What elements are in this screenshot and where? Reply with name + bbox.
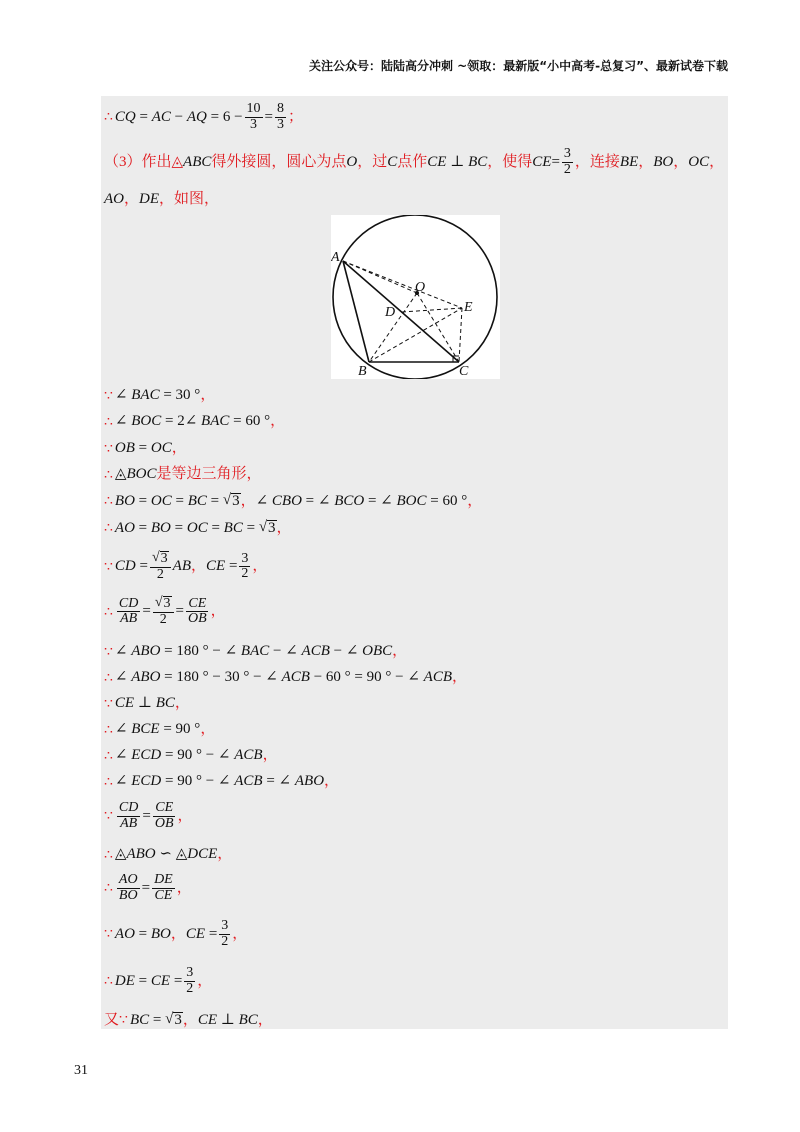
solution-line-13: ∴ ∠ ABO = 180 ° − 30 ° − ∠ ACB − 60 ° = 90 ° − ∠ ACB ，: [104, 669, 468, 686]
solution-line-4: ∵ ∠ BAC = 30 ° ，: [104, 387, 216, 404]
solution-line-22: ∴ DE = CE = $\frac{3}{2}$ ，: [104, 965, 213, 996]
solution-line-7: ∴ ◬ BOC 是等边三角形，: [104, 466, 262, 483]
solution-line-18: ∵ $\frac{CD}{AB}$ = $\frac{CE}{OB}$ ，: [104, 800, 193, 831]
solution-line-20: ∴ $\frac{AO}{BO}$ = $\frac{DE}{CE}$ ，: [104, 872, 192, 903]
label-b: B: [358, 364, 367, 379]
label-o: O: [415, 280, 426, 295]
label-d: D: [385, 305, 396, 320]
solution-line-14: ∵ CE ⊥ BC ，: [104, 695, 190, 712]
solution-line-2: （3）作出◬ ABC 得外接圆，圆心为点 O ，过 C 点作 CE ⊥ BC ，使得 CE = $\frac{3}{2}$ ，连接 BE ， BO ， OC ，: [104, 146, 725, 177]
page-number: 31: [74, 1063, 88, 1078]
solution-line-15: ∴ ∠ BCE = 90 ° ，: [104, 721, 216, 738]
solution-line-12: ∵ ∠ ABO = 180 ° − ∠ BAC − ∠ ACB − ∠ OBC ，: [104, 643, 408, 660]
solution-line-1: ∴ CQ = AC − AQ = 6 − $\frac{10}{3}$ = $\frac{8}{3}$ ；: [104, 101, 304, 132]
circumcircle-diagram: [331, 215, 500, 379]
page-header: 关注公众号：陆陆高分冲刺 ~领取：最新版“小中高考-总复习”、最新试卷下载: [309, 59, 728, 73]
geometry-figure: [331, 215, 500, 379]
solution-line-21: ∵ AO = BO ， CE = $\frac{3}{2}$ ，: [104, 918, 248, 949]
solution-line-23: 又 ∵ BC = √ 3 ， CE ⊥ BC ，: [104, 1011, 273, 1028]
solution-line-5: ∴ ∠ BOC = 2∠ BAC = 60 ° ，: [104, 413, 286, 430]
solution-line-3: AO ， DE ，如图，: [104, 191, 220, 207]
solution-line-10: ∵ CD = √ 3 2 AB ， CE = $\frac{3}{2}$ ，: [104, 550, 268, 582]
solution-line-9: ∴ AO = BO = OC = BC = √ 3 ，: [104, 519, 292, 536]
solution-line-19: ∴ ◬ ABO ∽ ◬ DCE ，: [104, 846, 233, 863]
solution-line-16: ∴ ∠ ECD = 90 ° − ∠ ACB ，: [104, 747, 278, 764]
solution-line-11: ∴ $\frac{CD}{AB}$ = √ 3 2 = $\frac{CE}{OB}$ ，: [104, 595, 226, 627]
solution-line-8: ∴ BO = OC = BC = √ 3 ， ∠ CBO = ∠ BCO = ∠ BOC = 60 ° ，: [104, 492, 483, 509]
solution-line-17: ∴ ∠ ECD = 90 ° − ∠ ACB = ∠ ABO ，: [104, 773, 340, 790]
label-c: C: [459, 364, 469, 379]
solution-line-6: ∵ OB = OC ，: [104, 440, 187, 457]
label-e: E: [464, 300, 473, 315]
label-a: A: [331, 250, 340, 265]
